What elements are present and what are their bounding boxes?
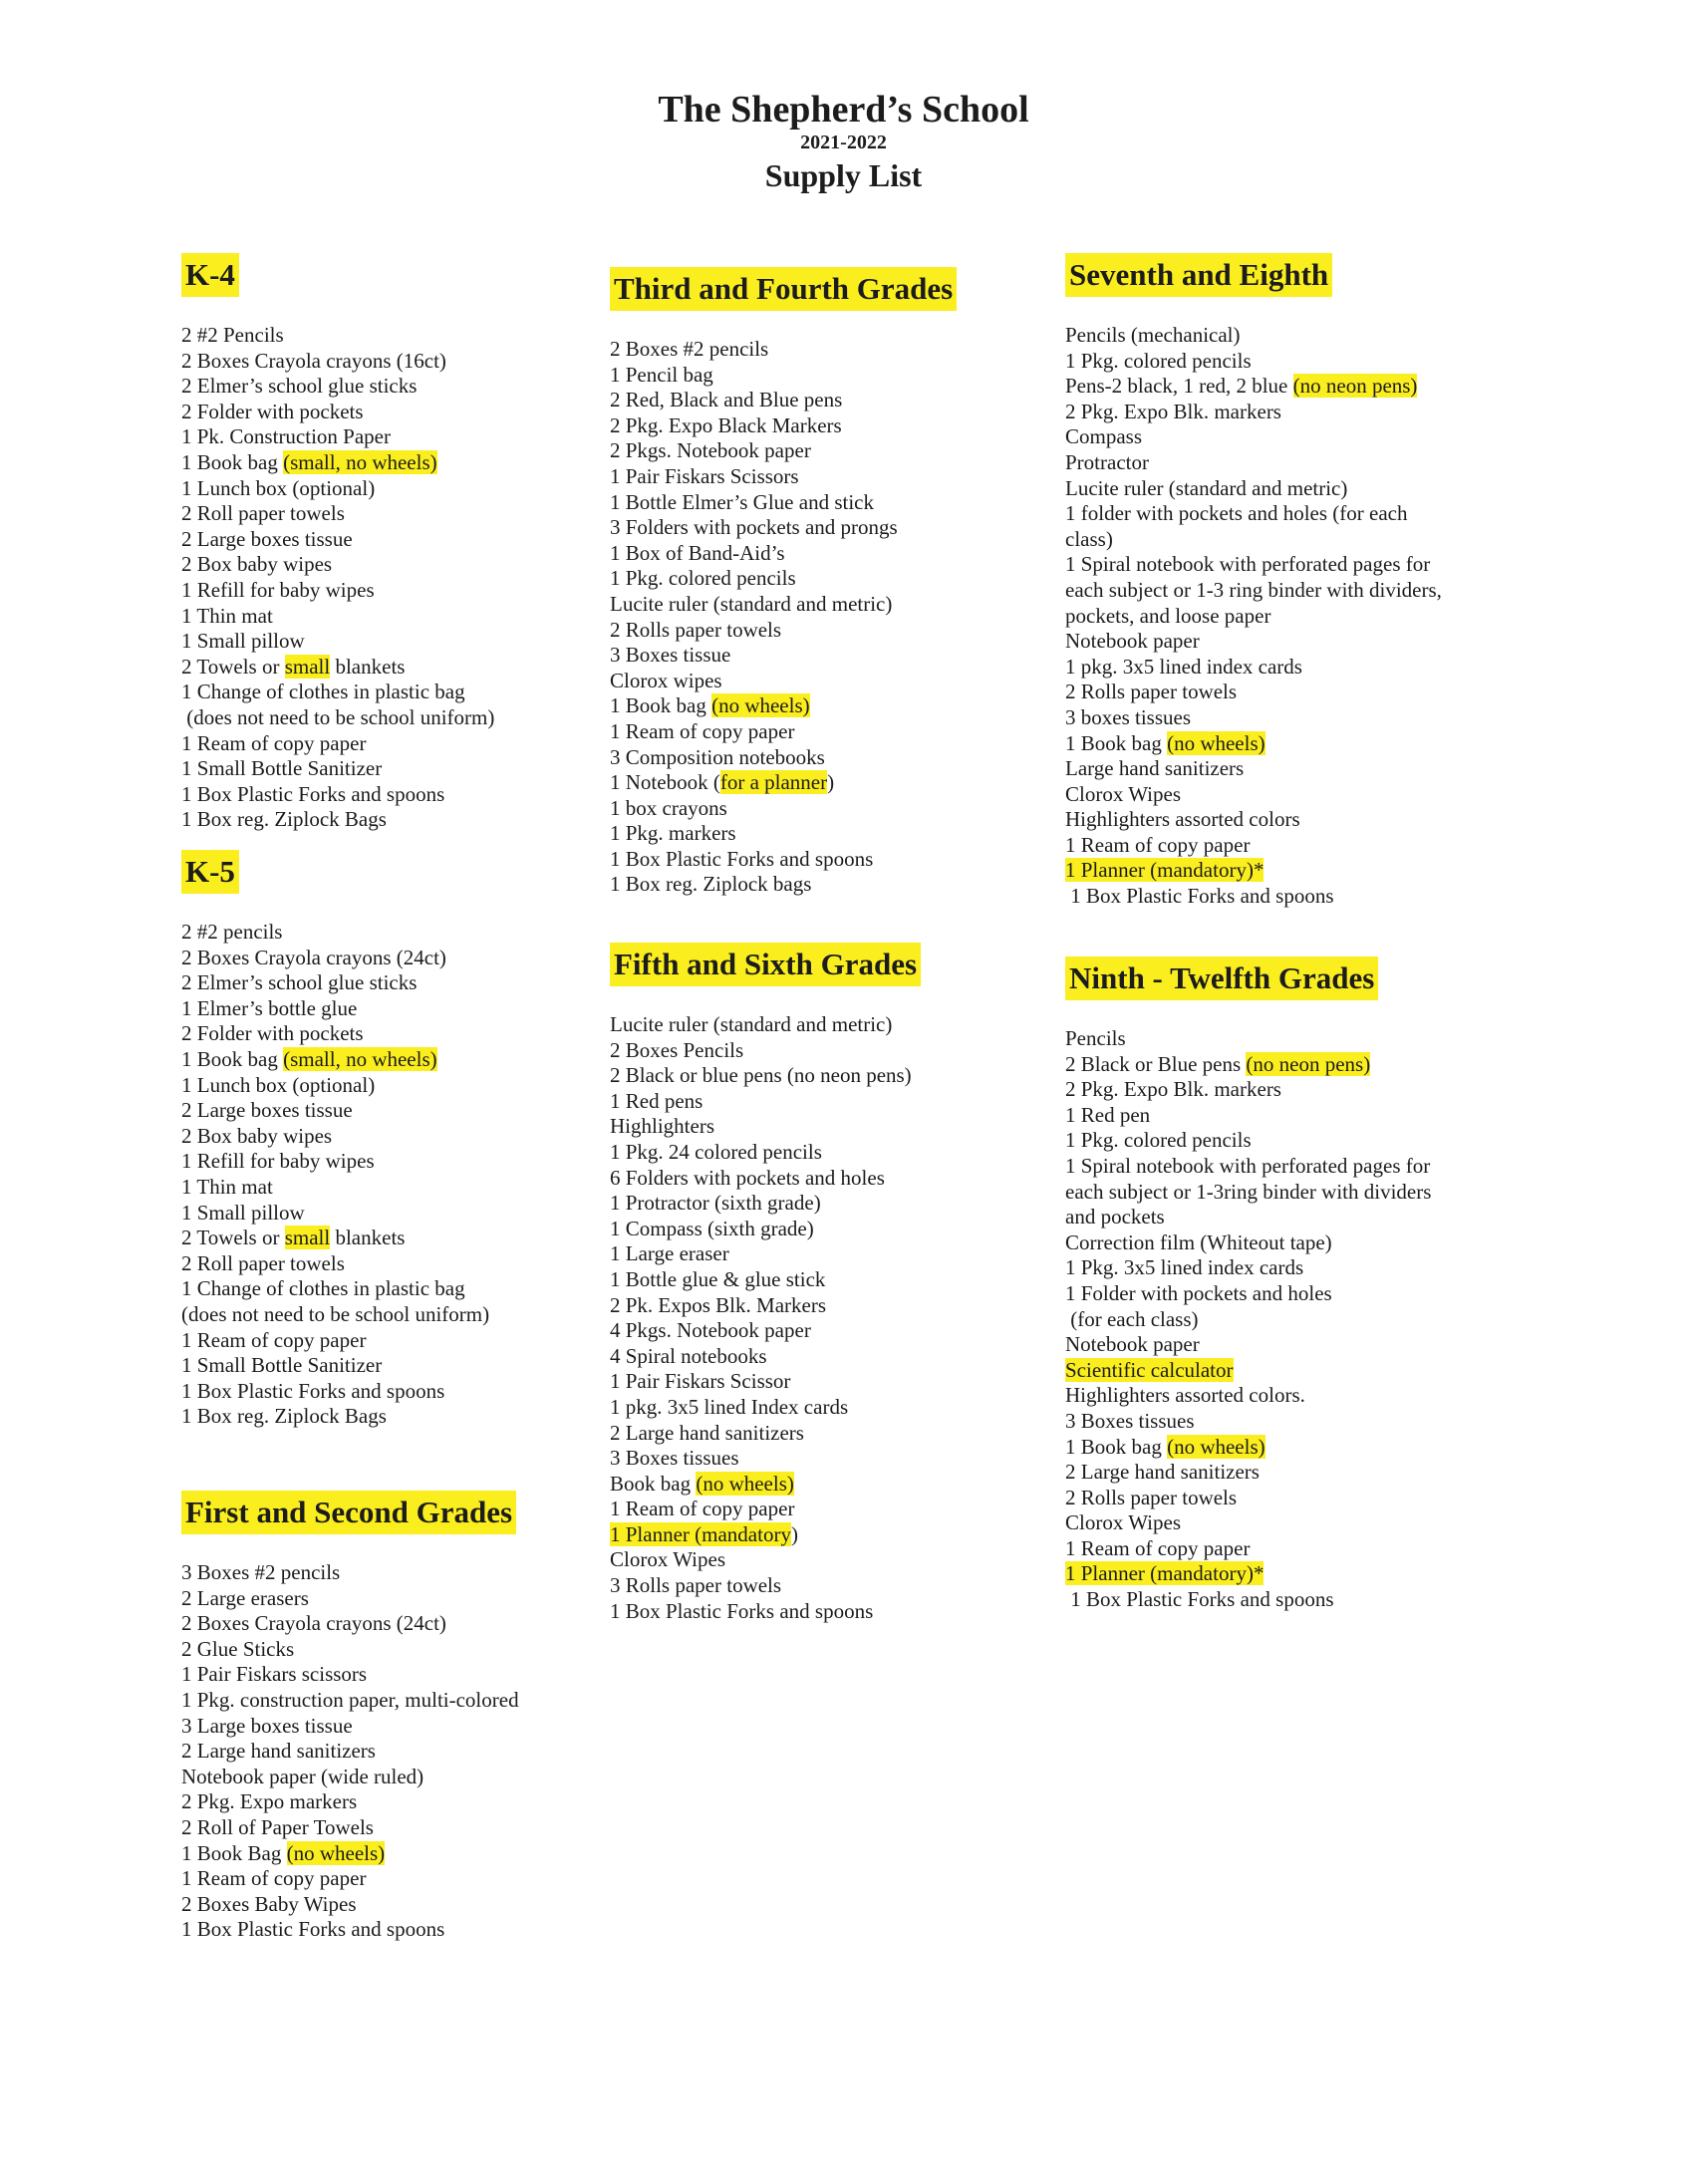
list-item: 3 boxes tissues bbox=[1065, 704, 1191, 729]
list-item bbox=[181, 1226, 489, 1251]
highlighted-note: for a planner bbox=[719, 770, 828, 795]
list-item: 1 Protractor (sixth grade) bbox=[610, 1191, 821, 1216]
list-item: 2 Large hand sanitizers bbox=[1065, 1460, 1260, 1485]
list-item: 1 Refill for baby wipes bbox=[181, 577, 375, 602]
list-item: 1 Lunch box (optional) bbox=[181, 1072, 376, 1097]
item-text: 1 Book Bag bbox=[181, 1840, 287, 1865]
list-item: 4 Spiral notebooks bbox=[610, 1343, 767, 1368]
list-item bbox=[1065, 731, 1442, 757]
item-text: Pens-2 black, 1 red, 2 blue bbox=[1065, 374, 1293, 399]
section-title: K-5 bbox=[181, 850, 239, 894]
highlighted-note: (no wheels) bbox=[1167, 1434, 1265, 1459]
section-title: Ninth - Twelfth Grades bbox=[1065, 956, 1378, 1000]
list-item: 3 Rolls paper towels bbox=[610, 1573, 782, 1598]
list-item: Pencils (mechanical) bbox=[1065, 323, 1241, 347]
list-item: 1 Box Plastic Forks and spoons bbox=[610, 1598, 874, 1623]
list-item: 2 Box baby wipes bbox=[181, 552, 333, 577]
list-item: 2 Elmer’s school glue sticks bbox=[181, 374, 418, 399]
list-item: Highlighters assorted colors. bbox=[1065, 1383, 1305, 1408]
list-item: Notebook paper bbox=[1065, 1332, 1200, 1357]
section-title: First and Second Grades bbox=[181, 1491, 516, 1534]
list-item: 1 Change of clothes in plastic bag bbox=[181, 1276, 465, 1301]
list-item: 1 Small pillow bbox=[181, 1200, 305, 1225]
list-item: 2 Elmer’s school glue sticks bbox=[181, 970, 418, 995]
list-item: 1 Box reg. Ziplock bags bbox=[610, 872, 812, 897]
list-item: 3 Large boxes tissue bbox=[181, 1713, 353, 1738]
list-item: 1 Box Plastic Forks and spoons bbox=[181, 1917, 445, 1942]
section-title: Fifth and Sixth Grades bbox=[610, 943, 921, 986]
highlighted-note: (no wheels) bbox=[711, 693, 810, 718]
list-item: 2 Rolls paper towels bbox=[610, 617, 782, 642]
list-item: 1 Box Plastic Forks and spoons bbox=[1065, 1587, 1334, 1612]
list-item: (for each class) bbox=[1065, 1306, 1199, 1331]
list-item: 2 Boxes #2 pencils bbox=[610, 337, 769, 361]
list-item: Notebook paper (wide ruled) bbox=[181, 1764, 424, 1788]
list-item: 2 Pk. Expos Blk. Markers bbox=[610, 1292, 826, 1317]
supply-list bbox=[181, 920, 489, 1430]
list-item: 1 Spiral notebook with perforated pages for bbox=[1065, 552, 1431, 577]
list-item: Lucite ruler (standard and metric) bbox=[610, 591, 893, 616]
supply-list bbox=[181, 1560, 519, 1943]
list-item: Clorox wipes bbox=[610, 668, 722, 692]
list-item: Clorox Wipes bbox=[610, 1547, 726, 1572]
list-item: 1 Bottle Elmer’s Glue and stick bbox=[610, 489, 874, 514]
item-text: Book bag bbox=[610, 1471, 697, 1496]
highlighted-note: (no wheels) bbox=[696, 1471, 794, 1496]
list-item: Pencils bbox=[1065, 1026, 1126, 1050]
item-text-suffix: blankets bbox=[330, 654, 406, 679]
list-item: 1 Box reg. Ziplock Bags bbox=[181, 1404, 387, 1429]
list-item: 1 Pkg. markers bbox=[610, 821, 736, 846]
list-item bbox=[1065, 374, 1442, 400]
list-item: 1 Elmer’s bottle glue bbox=[181, 995, 358, 1020]
supply-list bbox=[610, 337, 957, 898]
section-k4 bbox=[181, 253, 494, 833]
list-item: 2 Roll of Paper Towels bbox=[181, 1814, 374, 1839]
section-ninth-twelfth bbox=[1065, 956, 1431, 1613]
school-year: 2021-2022 bbox=[800, 132, 887, 153]
list-item: 1 Pair Fiskars scissors bbox=[181, 1662, 368, 1687]
highlighted-note: 1 Planner (mandatory bbox=[610, 1521, 791, 1546]
list-item: 2 Pkg. Expo Blk. markers bbox=[1065, 399, 1281, 423]
list-item: 2 Folder with pockets bbox=[181, 1021, 364, 1046]
list-item: 1 Box Plastic Forks and spoons bbox=[181, 781, 445, 806]
list-item: 2 #2 Pencils bbox=[181, 323, 284, 347]
item-text: 1 Book bag bbox=[1065, 730, 1168, 755]
list-item bbox=[181, 1841, 519, 1867]
list-item: Clorox Wipes bbox=[1065, 781, 1182, 806]
list-item: each subject or 1-3ring binder with dividers bbox=[1065, 1179, 1432, 1204]
highlighted-note: (no wheels) bbox=[1167, 730, 1265, 755]
document-title: Supply List bbox=[764, 157, 923, 193]
list-item: 1 pkg. 3x5 lined index cards bbox=[1065, 654, 1302, 679]
list-item: 2 Boxes Crayola crayons (16ct) bbox=[181, 348, 446, 373]
list-item: 1 Ream of copy paper bbox=[181, 1327, 367, 1352]
school-name: The Shepherd’s School bbox=[658, 89, 1029, 131]
list-item: 2 Rolls paper towels bbox=[1065, 680, 1238, 704]
list-item: 1 Red pens bbox=[610, 1088, 703, 1113]
list-item: 1 Pkg. colored pencils bbox=[1065, 348, 1252, 373]
list-item: 1 Small Bottle Sanitizer bbox=[181, 756, 383, 781]
list-item bbox=[1065, 1052, 1431, 1078]
list-item: 2 Large boxes tissue bbox=[181, 526, 353, 551]
list-item: 1 Ream of copy paper bbox=[181, 730, 367, 755]
list-item bbox=[610, 770, 957, 796]
list-item: Correction film (Whiteout tape) bbox=[1065, 1229, 1332, 1254]
highlighted-note: (no neon pens) bbox=[1246, 1051, 1371, 1076]
list-item: 1 Change of clothes in plastic bag bbox=[181, 680, 465, 704]
section-title: Third and Fourth Grades bbox=[610, 267, 957, 311]
list-item: 1 box crayons bbox=[610, 795, 727, 820]
list-item: 2 Pkg. Expo markers bbox=[181, 1789, 358, 1814]
list-item bbox=[610, 1522, 921, 1548]
item-text: 1 Book bag bbox=[1065, 1434, 1168, 1459]
list-item: 1 Small pillow bbox=[181, 629, 305, 654]
list-item: 3 Boxes tissues bbox=[610, 1446, 739, 1471]
list-item: 1 Large eraser bbox=[610, 1241, 729, 1266]
list-item: Lucite ruler (standard and metric) bbox=[1065, 475, 1348, 500]
section-seventh-eighth bbox=[1065, 253, 1442, 910]
list-item: 3 Boxes #2 pencils bbox=[181, 1560, 341, 1584]
list-item: 2 Red, Black and Blue pens bbox=[610, 388, 843, 412]
highlighted-note: (no wheels) bbox=[286, 1840, 386, 1865]
item-text-suffix: ) bbox=[790, 1521, 798, 1546]
list-item: (does not need to be school uniform) bbox=[181, 704, 495, 729]
list-item: 1 Ream of copy paper bbox=[1065, 1535, 1251, 1560]
list-item bbox=[1065, 1358, 1431, 1384]
list-item: 1 Pair Fiskars Scissor bbox=[610, 1369, 791, 1394]
item-text: 1 Book bag bbox=[181, 1046, 284, 1071]
list-item: 1 Pencil bag bbox=[610, 362, 713, 387]
list-item: 2 Pkgs. Notebook paper bbox=[610, 438, 811, 463]
list-item: 2 Large hand sanitizers bbox=[181, 1739, 376, 1764]
list-item: 2 Large hand sanitizers bbox=[610, 1420, 804, 1445]
list-item: 2 Boxes Pencils bbox=[610, 1037, 744, 1062]
supply-list bbox=[1065, 1026, 1431, 1613]
list-item: 2 #2 pencils bbox=[181, 920, 283, 944]
list-item: 1 Pkg. colored pencils bbox=[610, 566, 796, 591]
list-item: 1 Ream of copy paper bbox=[1065, 832, 1251, 857]
highlighted-note: small bbox=[284, 1226, 331, 1250]
list-item: 1 Ream of copy paper bbox=[610, 718, 795, 743]
supply-list bbox=[1065, 323, 1442, 910]
supply-list bbox=[610, 1012, 921, 1624]
list-item: 2 Glue Sticks bbox=[181, 1636, 295, 1661]
list-item: 1 Pk. Construction Paper bbox=[181, 424, 391, 449]
list-item: 1 Ream of copy paper bbox=[610, 1497, 795, 1521]
list-item: 1 pkg. 3x5 lined Index cards bbox=[610, 1394, 849, 1419]
list-item: 2 Boxes Crayola crayons (24ct) bbox=[181, 945, 446, 969]
list-item: 1 Pkg. construction paper, multi-colored bbox=[181, 1687, 519, 1712]
highlighted-note: small bbox=[284, 654, 331, 679]
list-item: 1 Thin mat bbox=[181, 1174, 273, 1199]
highlighted-note: Scientific calculator bbox=[1065, 1357, 1234, 1382]
list-item: 2 Roll paper towels bbox=[181, 501, 345, 526]
list-item: 2 Rolls paper towels bbox=[1065, 1485, 1238, 1509]
list-item: Notebook paper bbox=[1065, 629, 1200, 654]
list-item: 2 Black or blue pens (no neon pens) bbox=[610, 1063, 912, 1088]
list-item bbox=[1065, 1561, 1431, 1587]
list-item: 2 Pkg. Expo Black Markers bbox=[610, 412, 842, 437]
list-item: 4 Pkgs. Notebook paper bbox=[610, 1318, 811, 1343]
list-item: 2 Boxes Baby Wipes bbox=[181, 1891, 357, 1916]
list-item: 1 Box Plastic Forks and spoons bbox=[610, 846, 874, 871]
list-item: 1 Lunch box (optional) bbox=[181, 475, 376, 500]
list-item: 1 Refill for baby wipes bbox=[181, 1149, 375, 1174]
list-item: 1 Small Bottle Sanitizer bbox=[181, 1353, 383, 1378]
list-item: 2 Pkg. Expo Blk. markers bbox=[1065, 1077, 1281, 1102]
list-item bbox=[181, 450, 494, 476]
list-item: 1 Red pen bbox=[1065, 1102, 1151, 1127]
highlighted-note: 1 Planner (mandatory)* bbox=[1065, 858, 1265, 883]
list-item bbox=[181, 655, 494, 681]
list-item: 3 Boxes tissue bbox=[610, 643, 731, 668]
item-text: 2 Towels or bbox=[181, 654, 285, 679]
list-item: 2 Large boxes tissue bbox=[181, 1098, 353, 1123]
highlighted-note: (small, no wheels) bbox=[283, 1046, 437, 1071]
supply-list bbox=[181, 323, 494, 833]
list-item: 3 Composition notebooks bbox=[610, 744, 825, 769]
list-item: 1 Pair Fiskars Scissors bbox=[610, 463, 799, 488]
item-text: 1 Notebook ( bbox=[610, 770, 720, 795]
list-item: 1 Compass (sixth grade) bbox=[610, 1216, 814, 1240]
list-item: 1 Spiral notebook with perforated pages for bbox=[1065, 1153, 1431, 1178]
section-title: K-4 bbox=[181, 253, 239, 297]
list-item: 1 Pkg. 24 colored pencils bbox=[610, 1139, 822, 1164]
list-item: Compass bbox=[1065, 424, 1143, 449]
list-item bbox=[610, 1472, 921, 1498]
list-item: pockets, and loose paper bbox=[1065, 603, 1271, 628]
list-item: Protractor bbox=[1065, 449, 1149, 474]
item-text: 2 Towels or bbox=[181, 1226, 285, 1250]
list-item: 2 Roll paper towels bbox=[181, 1250, 345, 1275]
highlighted-note: (no neon pens) bbox=[1292, 374, 1418, 399]
section-title: Seventh and Eighth bbox=[1065, 253, 1332, 297]
section-k5 bbox=[181, 850, 489, 1430]
list-item: each subject or 1-3 ring binder with dividers, bbox=[1065, 577, 1442, 602]
list-item: 2 Large erasers bbox=[181, 1585, 309, 1610]
list-item: 1 Folder with pockets and holes bbox=[1065, 1280, 1332, 1305]
highlighted-note: (small, no wheels) bbox=[283, 449, 437, 474]
list-item bbox=[610, 693, 957, 719]
list-item: 6 Folders with pockets and holes bbox=[610, 1165, 885, 1190]
list-item: 2 Box baby wipes bbox=[181, 1123, 333, 1148]
list-item: Highlighters bbox=[610, 1114, 714, 1139]
list-item: 1 Box Plastic Forks and spoons bbox=[181, 1378, 445, 1403]
list-item: 1 folder with pockets and holes (for each bbox=[1065, 501, 1408, 526]
list-item: 1 Box Plastic Forks and spoons bbox=[1065, 884, 1334, 909]
item-text-suffix: ) bbox=[827, 770, 835, 795]
list-item: 1 Pkg. 3x5 lined index cards bbox=[1065, 1255, 1304, 1280]
list-item bbox=[1065, 1435, 1431, 1461]
list-item bbox=[1065, 858, 1442, 884]
list-item: 1 Box of Band-Aid’s bbox=[610, 540, 785, 565]
item-text: 1 Book bag bbox=[610, 693, 712, 718]
item-text: 2 Black or Blue pens bbox=[1065, 1051, 1247, 1076]
list-item: 1 Box reg. Ziplock Bags bbox=[181, 807, 387, 832]
list-item: 3 Boxes tissues bbox=[1065, 1408, 1195, 1433]
list-item bbox=[181, 1047, 489, 1073]
list-item: (does not need to be school uniform) bbox=[181, 1301, 490, 1326]
section-fifth-sixth bbox=[610, 943, 921, 1624]
list-item: and pockets bbox=[1065, 1205, 1165, 1229]
list-item: Highlighters assorted colors bbox=[1065, 807, 1300, 832]
item-text: 1 Book bag bbox=[181, 449, 284, 474]
list-item: Clorox Wipes bbox=[1065, 1510, 1182, 1535]
list-item: 1 Thin mat bbox=[181, 603, 273, 628]
list-item: 3 Folders with pockets and prongs bbox=[610, 515, 898, 540]
item-text-suffix: blankets bbox=[330, 1226, 406, 1250]
list-item: Lucite ruler (standard and metric) bbox=[610, 1012, 893, 1036]
list-item: Large hand sanitizers bbox=[1065, 756, 1245, 781]
list-item: 2 Folder with pockets bbox=[181, 399, 364, 423]
list-item: 1 Ream of copy paper bbox=[181, 1866, 367, 1891]
list-item: class) bbox=[1065, 526, 1113, 551]
section-third-fourth bbox=[610, 267, 957, 898]
list-item: 1 Pkg. colored pencils bbox=[1065, 1128, 1252, 1153]
list-item: 1 Bottle glue & glue stick bbox=[610, 1266, 826, 1291]
highlighted-note: 1 Planner (mandatory)* bbox=[1065, 1561, 1265, 1586]
list-item: 2 Boxes Crayola crayons (24ct) bbox=[181, 1611, 446, 1636]
section-first-second bbox=[181, 1491, 519, 1943]
